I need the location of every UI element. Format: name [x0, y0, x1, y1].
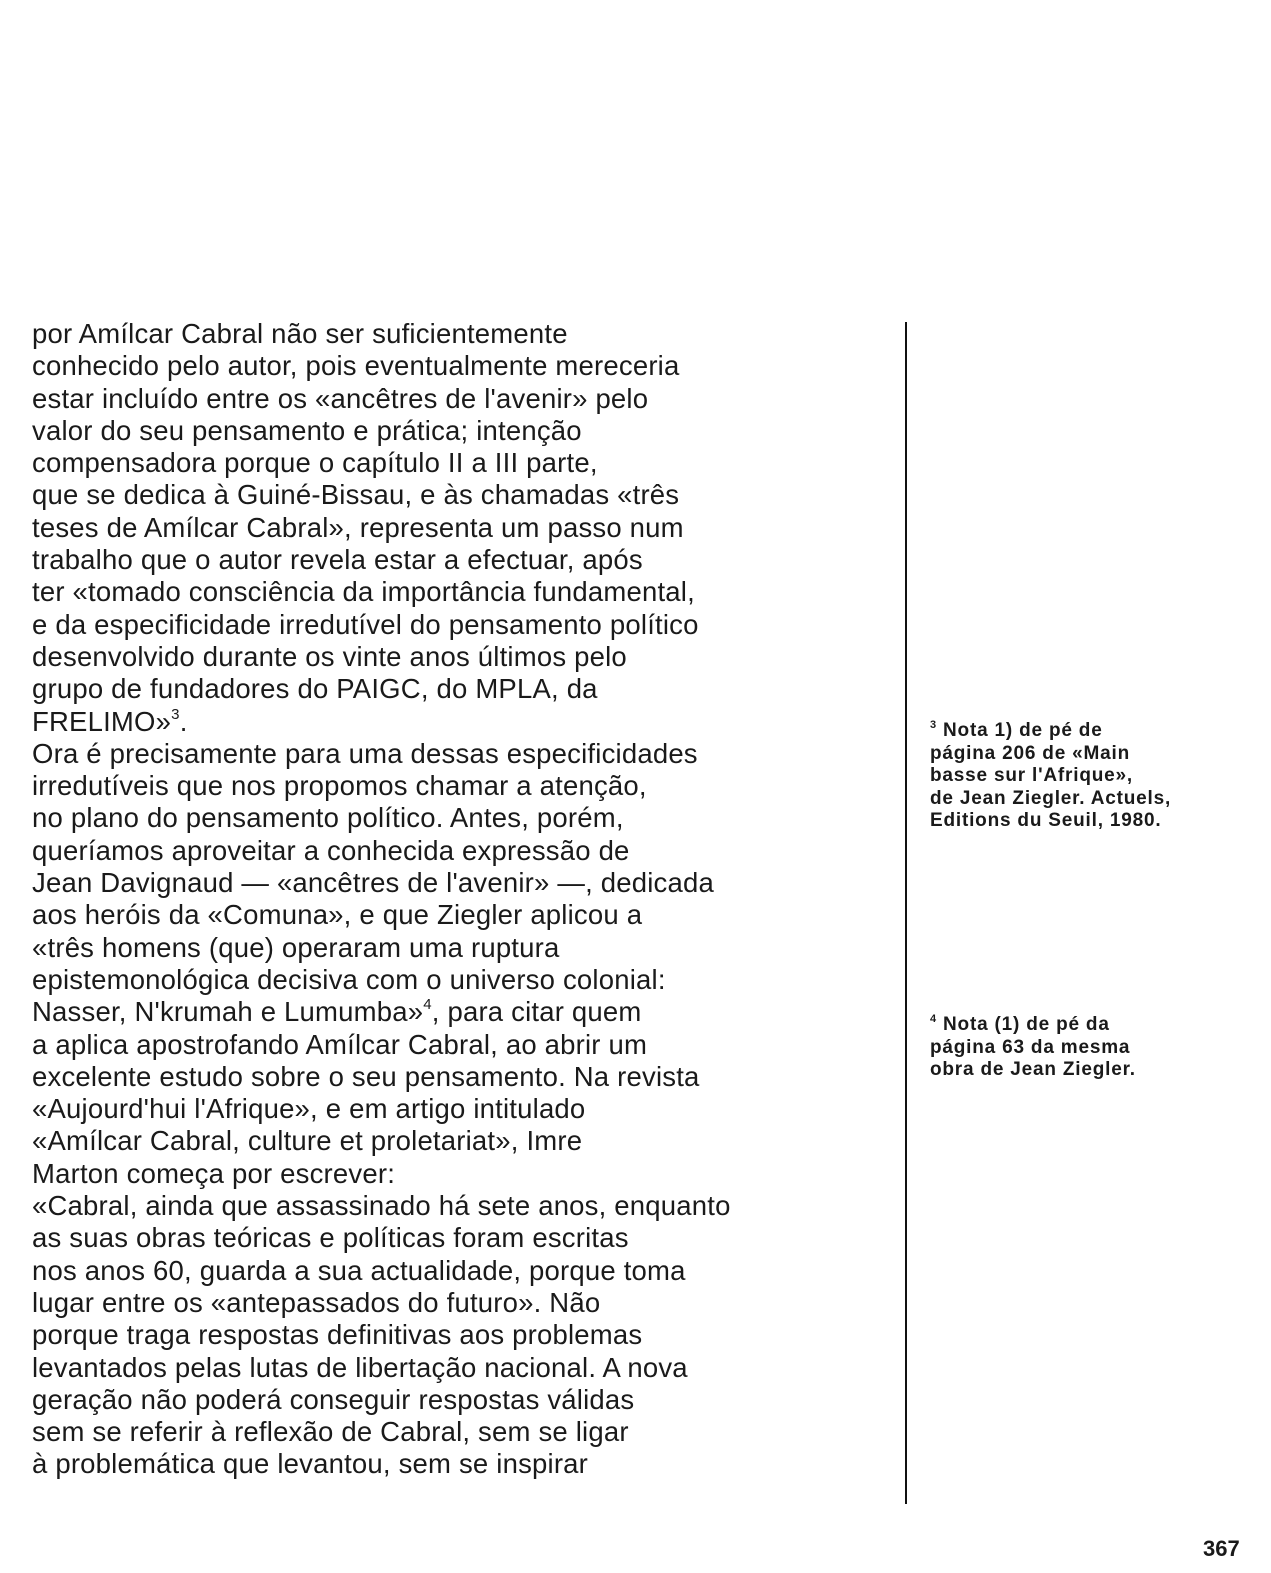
text-line: que se dedica à Guiné-Bissau, e às chamadas «três	[32, 479, 680, 511]
text-line: «Cabral, ainda que assassinado há sete anos, enquanto	[32, 1190, 731, 1222]
text-line: estar incluído entre os «ancêtres de l'avenir» pelo	[32, 382, 649, 414]
text-line: trabalho que o autor revela estar a efectuar, após	[32, 544, 643, 576]
text-line-with-footnote-ref	[32, 706, 902, 738]
note-line	[930, 1014, 1136, 1037]
text-line: lugar entre os «antepassados do futuro». Não	[32, 1286, 601, 1318]
text-line: a aplica apostrofando Amílcar Cabral, ao abrir um	[32, 1028, 648, 1060]
note-line	[930, 720, 1171, 743]
note-marker: 4	[930, 1013, 937, 1025]
text-line: epistemonológica decisiva com o universo colonial:	[32, 963, 666, 995]
text-line: «três homens (que) operaram uma ruptura	[32, 931, 560, 963]
note-line: página 63 da mesma	[930, 1036, 1131, 1058]
footnote-ref-3: 3	[171, 705, 180, 723]
note-line: obra de Jean Ziegler.	[930, 1059, 1136, 1080]
footnote-ref-4: 4	[423, 996, 432, 1014]
text-line: geração não poderá conseguir respostas válidas	[32, 1383, 635, 1415]
text-line: grupo de fundadores do PAIGC, do MPLA, da	[32, 673, 598, 705]
text-line: sem se referir à reflexão de Cabral, sem se ligar	[32, 1416, 629, 1448]
text-line: nos anos 60, guarda a sua actualidade, porque toma	[32, 1254, 686, 1286]
text-line: «Amílcar Cabral, culture et proletariat», Imre	[32, 1125, 583, 1157]
text-line: e da especificidade irredutível do pensamento político	[32, 608, 699, 640]
text-line: por Amílcar Cabral não ser suficientemente	[32, 318, 568, 349]
text-line-with-footnote-ref	[32, 996, 902, 1028]
text-line: teses de Amílcar Cabral», representa um passo num	[32, 511, 684, 543]
text-line: desenvolvido durante os vinte anos últimos pelo	[32, 640, 627, 672]
text-line-content: FRELIMO»	[32, 705, 172, 737]
text-line: no plano do pensamento político. Antes, porém,	[32, 802, 624, 834]
text-line: irredutíveis que nos propomos chamar a atenção,	[32, 770, 647, 802]
text-line: as suas obras teóricas e políticas foram escritas	[32, 1222, 629, 1254]
text-line: compensadora porque o capítulo II a III parte,	[32, 447, 598, 479]
text-line: porque traga respostas definitivas aos problemas	[32, 1319, 643, 1351]
note-line: página 206 de «Main	[930, 742, 1130, 764]
note-line-content: Nota (1) de pé da	[943, 1014, 1110, 1035]
text-line-content: Nasser, N'krumah e Lumumba»	[32, 996, 424, 1028]
text-line: excelente estudo sobre o seu pensamento. Na revista	[32, 1060, 700, 1092]
column-divider	[905, 322, 907, 1504]
page-number: 367	[1203, 1536, 1240, 1561]
text-line: Marton começa por escrever:	[32, 1157, 396, 1189]
text-line: ter «tomado consciência da importância fundamental,	[32, 576, 695, 608]
text-line: à problemática que levantou, sem se inspirar	[32, 1448, 589, 1480]
note-line: de Jean Ziegler. Actuels,	[930, 787, 1172, 809]
side-note-4	[930, 1014, 1136, 1082]
text-line: conhecido pelo autor, pois eventualmente mereceria	[32, 350, 680, 382]
text-line-tail: .	[179, 705, 188, 737]
note-line: Editions du Seuil, 1980.	[930, 810, 1162, 831]
text-line: Ora é precisamente para uma dessas especificidades	[32, 737, 698, 769]
main-text-column	[32, 318, 902, 1481]
note-marker: 3	[930, 719, 937, 731]
note-line: basse sur l'Afrique»,	[930, 765, 1133, 786]
text-line: Jean Davignaud — «ancêtres de l'avenir» —, dedicada	[32, 867, 714, 899]
text-line: levantados pelas lutas de libertação nacional. A nova	[32, 1351, 688, 1383]
text-line: «Aujourd'hui l'Afrique», e em artigo intitulado	[32, 1093, 586, 1125]
side-note-3	[930, 720, 1171, 833]
text-line: valor do seu pensamento e prática; intenção	[32, 414, 582, 446]
text-line-tail: , para citar quem	[431, 996, 642, 1028]
text-line: aos heróis da «Comuna», e que Ziegler aplicou a	[32, 899, 643, 931]
note-line-content: Nota 1) de pé de	[943, 720, 1103, 741]
text-line: queríamos aproveitar a conhecida expressão de	[32, 834, 630, 866]
